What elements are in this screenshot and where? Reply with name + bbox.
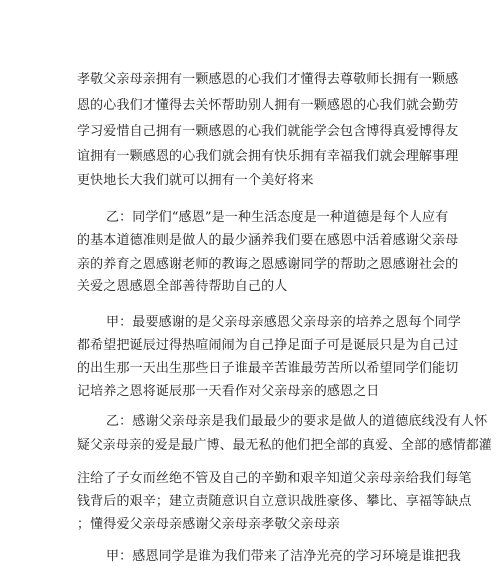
text-line: 亲的养育之恩感谢老师的教诲之恩感谢同学的帮助之恩感谢社会的 (77, 257, 459, 272)
text-line: 孝敬父亲母亲拥有一颗感恩的心我们才懂得去尊敬师长拥有一颗感 (77, 72, 459, 87)
text-line: 钱背后的艰辛；建立责随意识自立意识战胜豪侈、攀比、享福等缺点 (77, 494, 472, 509)
text-line: 关爱之恩感恩全部善待帮助自己的人 (77, 279, 288, 294)
text-line: 都希望把诞辰过得热喧闹闹为自己挣足面子可是诞辰只是为自己过 (77, 338, 459, 353)
text-line: ；懂得爱父亲母亲感谢父亲母亲孝敬父亲母亲 (77, 517, 341, 532)
text-line: 恩的心我们才懂得去关怀帮助别人拥有一颗感恩的心我们就会勤劳 (77, 98, 459, 113)
text-line: 乙：感谢父亲母亲是我们最最少的要求是做人的道德底线没有人怀 (106, 414, 488, 429)
text-line: 更快地长大我们就可以拥有一个美好将来 (77, 173, 314, 188)
text-line: 记培养之恩将诞辰那一天看作对父亲母亲的感恩之日 (77, 384, 380, 399)
text-line: 乙：同学们“感恩”是一种生活态度是一种道德是每个人应有 (106, 210, 449, 225)
text-line: 学习爱惜自己拥有一颗感恩的心我们就能学会包含博得真爱博得友 (77, 124, 459, 139)
text-line: 甲：感恩同学是谁为我们带来了洁净光亮的学习环境是谁把我 (106, 549, 462, 564)
text-line: 谊拥有一颗感恩的心我们就会拥有快乐拥有幸福我们就会理解事理 (77, 149, 459, 164)
text-line: 疑父亲母亲的爱是最广博、最无私的他们把全部的真爱、全部的感情都灌 (77, 438, 492, 453)
text-line: 的基本道德准则是做人的最少涵养我们要在感恩中活着感谢父亲母 (77, 233, 459, 248)
text-line: 的出生那一天出生那些日子谁最辛苦谁最劳苦所以希望同学们能切 (77, 361, 459, 376)
text-line: 甲：最要感谢的是父亲母亲感恩父亲母亲的培养之恩每个同学 (106, 315, 462, 330)
text-line: 注给了子女而丝绝不管及自己的辛勤和艰辛知道父亲母亲给我们每笔 (77, 471, 472, 486)
